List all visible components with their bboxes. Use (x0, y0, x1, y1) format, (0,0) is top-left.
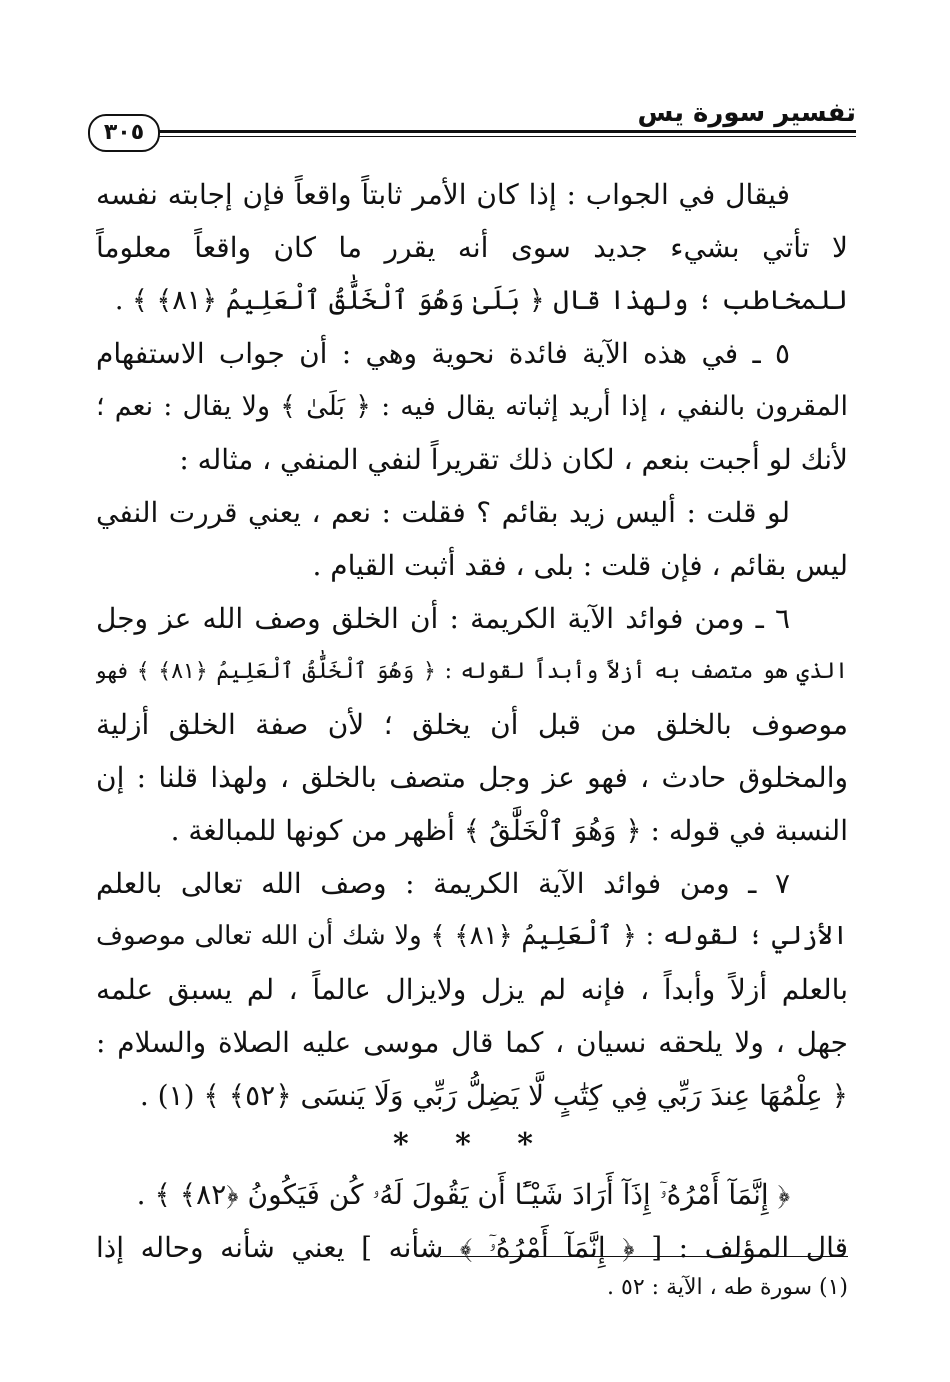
text-line: لو قلت : أليس زيد بقائم ؟ فقلت : نعم ، يعني قررت النفي (96, 496, 790, 529)
footnote: (١) سورة طه ، الآية : ٥٢ . (607, 1275, 848, 1300)
text-line: موصوف بالخلق من قبل أن يخلق ؛ لأن صفة الخلق أزلية (96, 708, 848, 741)
verse-line: ﴿ إِنَّمَآ أَمْرُهُۥٓ إِذَآ أَرَادَ شَيْـًٔا أَن يَقُولَ لَهُۥ كُن فَيَكُونُ ﴿٨٢﴾ ﴾ . (136, 1178, 790, 1211)
text-line: النسبة في قوله : ﴿ وَهُوَ ٱلْخَلَّٰقُ ﴾ أظهر من كونها للمبالغة . (170, 814, 848, 847)
text-line: ٥ ـ في هذه الآية فائدة نحوية وهي : أن جواب الاستفهام (96, 337, 790, 370)
text-line: لا تأتي بشيء جديد سوى أنه يقرر ما كان واقعاً معلوماً (96, 231, 848, 264)
section-separator: * * * (393, 1127, 551, 1162)
text-line: للمخاطب ؛ ولهذا قال ﴿ بَلَىٰ وَهُوَ ٱلْخَلَّٰقُ ٱلْعَلِيمُ ﴿٨١﴾ ﴾ . (114, 285, 848, 316)
text-line: المقرون بالنفي ، إذا أريد إثباته يقال فيه : ﴿ بَلَىٰ ﴾ ولا يقال : نعم ؛ (96, 391, 848, 422)
text-line: الذي هو متصف به أزلاً وأبداً لقوله : ﴿ وَهُوَ ٱلْخَلَّٰقُ ٱلْعَلِيمُ ﴿٨١﴾ ﴾ فهو (96, 659, 848, 684)
text-line: والمخلوق حادث ، فهو عز وجل متصف بالخلق ، ولهذا قلنا : إن (96, 761, 848, 794)
text-line: الأزلي ؛ لقوله : ﴿ ٱلْعَلِيمُ ﴿٨١﴾ ﴾ ولا شك أن الله تعالى موصوف (96, 921, 848, 951)
body-text (96, 168, 848, 1274)
text-line: ليس بقائم ، فإن قلت : بلى ، فقد أثبت القيام . (312, 549, 848, 582)
header-rule (148, 130, 856, 137)
text-line: جهل ، ولا يلحقه نسيان ، كما قال موسى عليه الصلاة والسلام : (96, 1026, 848, 1059)
page-header (88, 96, 856, 156)
text-line: ٦ ـ ومن فوائد الآية الكريمة : أن الخلق وصف الله عز وجل (96, 602, 790, 635)
author-line: قال المؤلف : [ ﴿ إِنَّمَآ أَمْرُهُۥٓ ﴾ شأنه ] يعني شأنه وحاله إذا (96, 1231, 848, 1264)
text-line: ﴿ عِلْمُهَا عِندَ رَبِّي فِي كِتَٰبٍ لَّا يَضِلُّ رَبِّي وَلَا يَنسَى ﴿٥٢﴾ ﴾ (١) . (139, 1079, 848, 1112)
page-number: ٣٠٥ (88, 114, 160, 152)
running-title: تفسير سورة يس (637, 98, 856, 128)
text-line: ٧ ـ ومن فوائد الآية الكريمة : وصف الله تعالى بالعلم (96, 867, 790, 900)
text-line: لأنك لو أجبت بنعم ، لكان ذلك تقريراً لنفي المنفي ، مثاله : (179, 443, 848, 476)
footnote-rule (440, 1256, 848, 1257)
text-line: فيقال في الجواب : إذا كان الأمر ثابتاً واقعاً فإن إجابته نفسه (96, 178, 790, 211)
text-line: بالعلم أزلاً وأبداً ، فإنه لم يزل ولايزال عالماً ، لم يسبق علمه (96, 973, 848, 1006)
